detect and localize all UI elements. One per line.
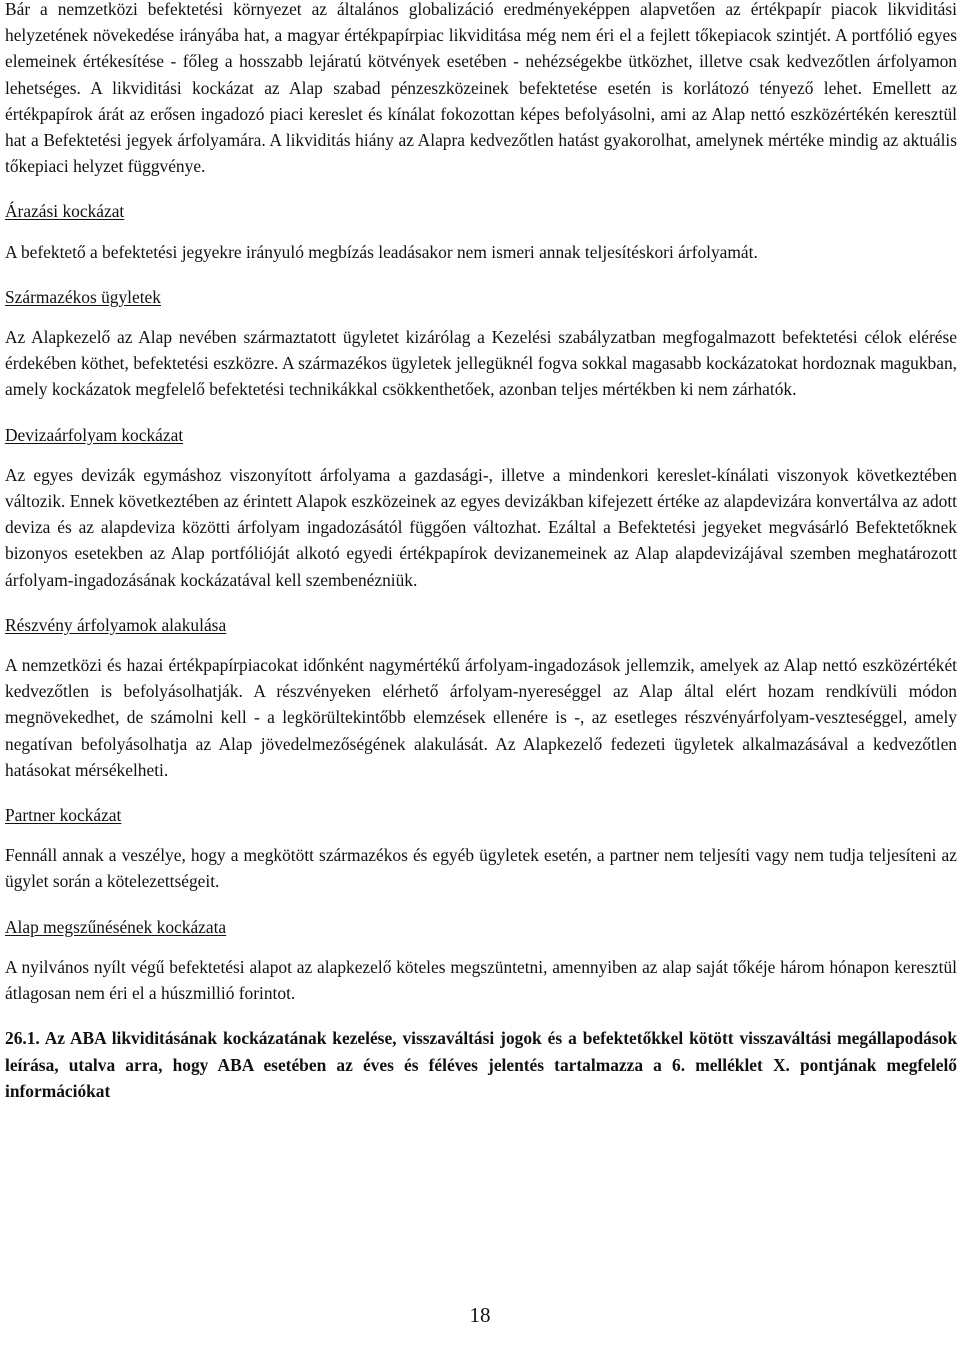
section-heading-reszveny-arfolyamok: Részvény árfolyamok alakulása xyxy=(5,614,227,635)
section-body-reszveny-arfolyamok: A nemzetközi és hazai értékpapírpiacokat időnként nagymértékű árfolyam-ingadozások jellemzik, amelyek az Alap nettó eszközértékét kedvezőtlen is befolyásolhatják. A részvényeken elérhető árfolyam-nyereséggel az Alap által elért hozam rendkívüli módon megnövekedhet, de számolni kell - a legkörültekintőbb elemzések ellenére is -, az esetleges részvényárfolyam-veszteséggel, amely negatívan befolyásolhatja az Alap jövedelmezőségének alakulását. Az Alapkezelő fedezeti ügyletek alkalmazásával a kedvezőtlen hatásokat mérsékelheti. xyxy=(5,655,957,780)
section-heading-alap-megszunes: Alap megszűnésének kockázata xyxy=(5,916,227,937)
numbered-section-heading: 26.1. Az ABA likviditásának kockázatának kezelése, visszaváltási jogok és a befektetőkkel kötött visszaváltási megállapodások leírása, utalva arra, hogy ABA esetében az éves és féléves jelentés tartalmazza a 6. melléklet X. pontjának megfelelő információkat xyxy=(5,1028,957,1101)
intro-paragraph: Bár a nemzetközi befektetési környezet az általános globalizáció eredményeképpen alapvetően az értékpapír piacok likviditási helyzetének növekedése irányába hat, a magyar értékpapírpiac likviditása még nem éri el a fejlett tőkepiacok szintjét. A portfólió egyes elemeinek értékesítése - főleg a hosszabb lejáratú kötvények esetében - nehézségekbe ütközhet, illetve csak kedvezőtlen árfolyamon lehetséges. A likviditási kockázat az Alap szabad pénzeszközeinek befektetése esetén is korlátozó tényező lehet. Emellett az értékpapírok árát az erősen ingadozó piaci kereslet és kínálat fokozottan képes befolyásolni, ami az Alap nettó eszközértékén keresztül hat a Befektetési jegyek árfolyamára. A likviditás hiány az Alapra kedvezőtlen hatást gyakorolhat, amelynek mértéke mindig az aktuális tőkepiaci helyzet függvénye. xyxy=(5,0,957,177)
document-page xyxy=(5,0,957,1104)
section-body-arazasi-kockazat: A befektető a befektetési jegyekre irányuló megbízás leadásakor nem ismeri annak teljesítéskori árfolyamát. xyxy=(5,241,758,262)
section-body-alap-megszunes: A nyilvános nyílt végű befektetési alapot az alapkezelő köteles megszüntetni, amennyiben az alap saját tőkéje három hónapon keresztül átlagosan nem éri el a húszmillió forintot. xyxy=(5,956,957,1004)
section-heading-partner-kockazat: Partner kockázat xyxy=(5,805,122,826)
page-number: 18 xyxy=(469,1303,491,1327)
section-heading-devizaarfolyam-kockazat: Devizaárfolyam kockázat xyxy=(5,424,184,445)
section-heading-arazasi-kockazat: Árazási kockázat xyxy=(5,201,125,222)
section-body-devizaarfolyam-kockazat: Az egyes devizák egymáshoz viszonyított árfolyama a gazdasági-, illetve a mindenkori kereslet-kínálati viszonyok következtében változik. Ennek következtében az érintett Alapok eszközeinek az egyes devizákban kifejezett értéke az alapdevizára konvertálva az adott deviza és az alapdeviza közötti árfolyam ingadozásától függően változhat. Ezáltal a Befektetési jegyeket megvásárló Befektetőknek bizonyos esetekben az Alap portfólióját alkotó egyedi értékpapírok devizanemeinek az Alap alapdevizájával szemben meghatározott árfolyam-ingadozásának kockázatával kell szembenézniük. xyxy=(5,464,957,590)
section-heading-szarmazekos-ugyletek: Származékos ügyletek xyxy=(5,286,161,307)
section-body-szarmazekos-ugyletek: Az Alapkezelő az Alap nevében származtatott ügyletet kizárólag a Kezelési szabályzatban megfogalmazott befektetési célok elérése érdekében köthet, befektetési eszközre. A származékos ügyletek jellegüknél fogva sokkal magasabb kockázatokat hordoznak magukban, amely kockázatok megfelelő befektetési technikákkal csökkenthetőek, azonban teljes mértékben ki nem zárhatók. xyxy=(5,327,957,400)
section-body-partner-kockazat: Fennáll annak a veszélye, hogy a megkötött származékos és egyéb ügyletek esetén, a partner nem teljesíti vagy nem tudja teljesíteni az ügylet során a kötelezettségeit. xyxy=(5,845,957,892)
